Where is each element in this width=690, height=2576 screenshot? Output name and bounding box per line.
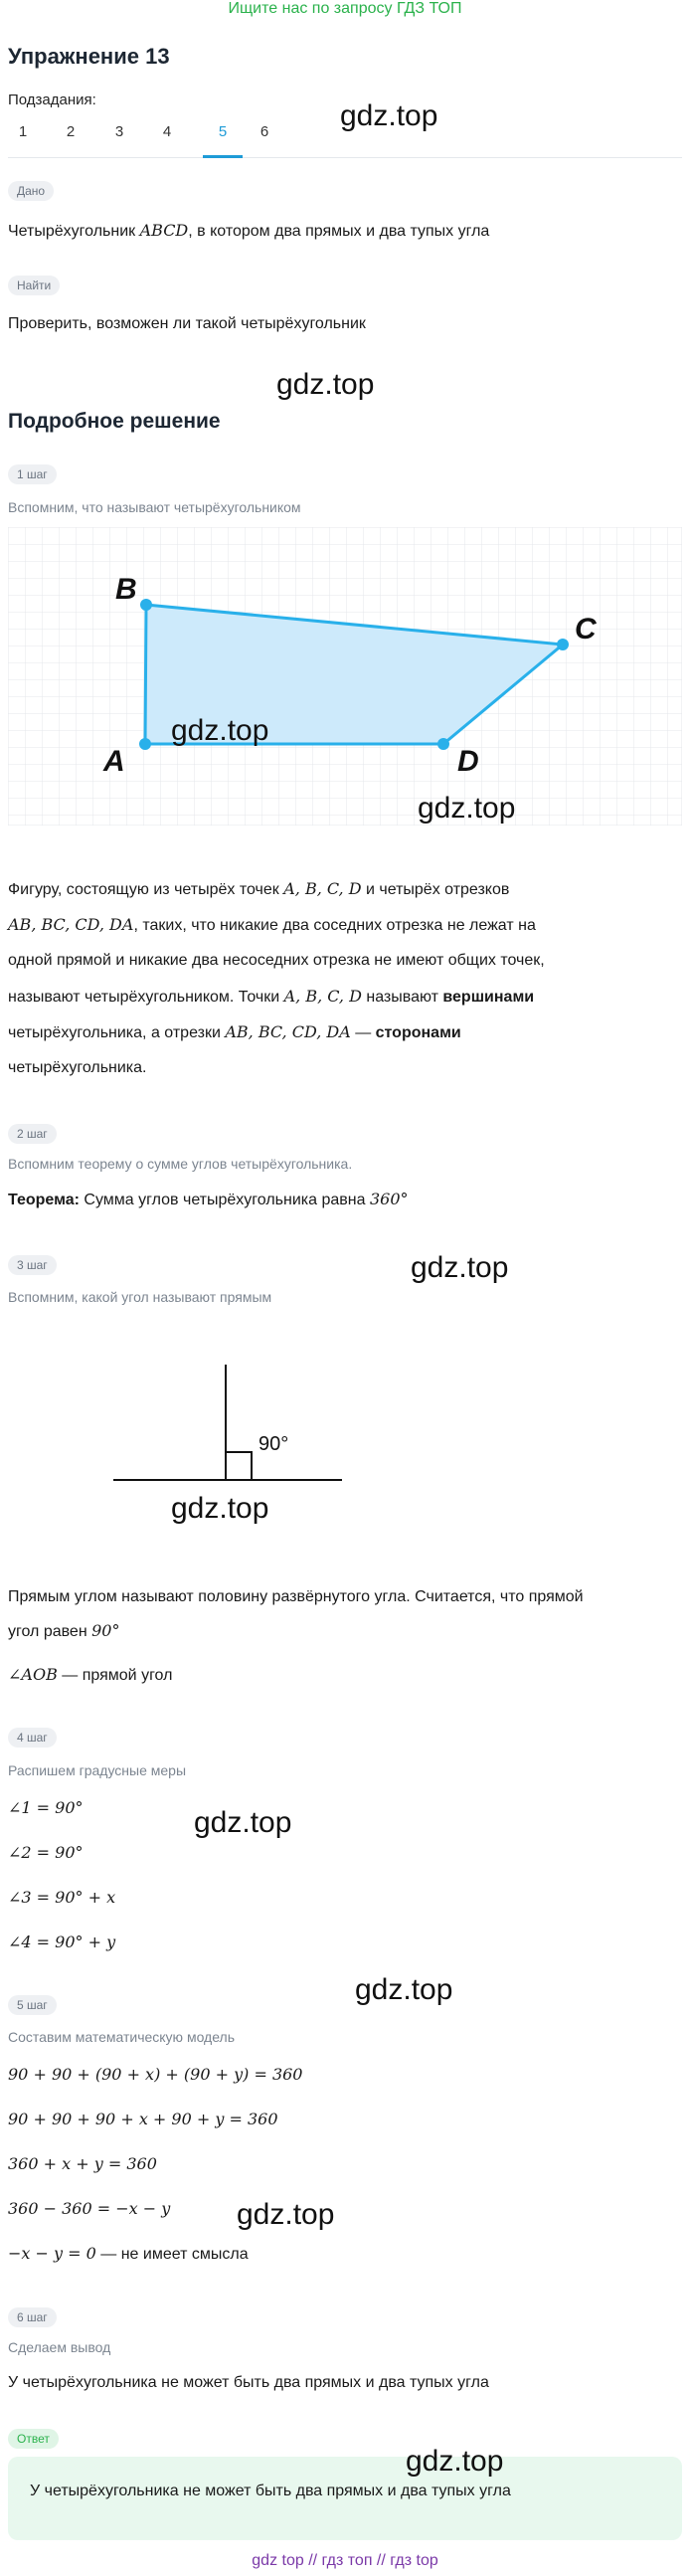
subtask-tab-2[interactable]: 2 xyxy=(66,123,76,140)
subtask-tab-5[interactable]: 5 xyxy=(218,123,228,140)
step-4-equation: ∠3 = 90° + x xyxy=(8,1888,116,1907)
step-1-hint: Вспомним, что называют четырёхугольником xyxy=(8,499,301,515)
step-1-paragraph: четырёхугольника. xyxy=(8,1059,147,1076)
solution-heading: Подробное решение xyxy=(8,410,221,433)
given-tag: Дано xyxy=(8,181,54,201)
answer-tag: Ответ xyxy=(8,2429,59,2449)
watermark: gdz.top xyxy=(194,1806,292,1839)
step-5-equation: 360 + x + y = 360 xyxy=(8,2154,157,2173)
step-1-paragraph: называют четырёхугольником. Точки A, B, C, D называют вершинами xyxy=(8,987,535,1006)
step-4-hint: Распишем градусные меры xyxy=(8,1762,187,1778)
step-2-tag: 2 шаг xyxy=(8,1124,57,1144)
subtask-tab-3[interactable]: 3 xyxy=(114,123,124,140)
step-1-tag: 1 шаг xyxy=(8,464,57,484)
step-5-equation: 90 + 90 + 90 + x + 90 + y = 360 xyxy=(8,2110,278,2128)
step-6-conclusion: У четырёхугольника не может быть два прямых и два тупых угла xyxy=(8,2374,489,2391)
step-5-equation: −x − y = 0 — не имеет смысла xyxy=(8,2244,249,2263)
subtask-tab-1[interactable]: 1 xyxy=(18,123,28,140)
step-1-paragraph: Фигуру, состоящую из четырёх точек A, B, C, D и четырёх отрезков xyxy=(8,879,510,898)
label-a: A xyxy=(103,745,125,778)
step-2-hint: Вспомним теорему о сумме углов четырёхугольника. xyxy=(8,1156,353,1172)
find-text: Проверить, возможен ли такой четырёхугольник xyxy=(8,315,366,332)
step-3-hint: Вспомним, какой угол называют прямым xyxy=(8,1289,272,1305)
watermark: gdz.top xyxy=(171,714,269,747)
subtask-tab-6[interactable]: 6 xyxy=(259,123,269,140)
step-4-equation: ∠4 = 90° + y xyxy=(8,1932,116,1951)
step-5-tag: 5 шаг xyxy=(8,1995,57,2015)
step-3-paragraph: ∠AOB — прямой угол xyxy=(8,1665,173,1684)
theorem-text: Теорема: Сумма углов четырёхугольника равна 360° xyxy=(8,1190,409,1208)
watermark: gdz.top xyxy=(276,368,375,401)
vertex-c xyxy=(557,639,569,650)
angle-label: 90° xyxy=(259,1433,289,1455)
watermark: gdz.top xyxy=(171,1492,269,1525)
label-c: C xyxy=(575,613,597,645)
top-banner: Ищите нас по запросу ГДЗ ТОП xyxy=(228,0,462,17)
given-text: Четырёхугольник ABCD, в котором два прямых и два тупых угла xyxy=(8,221,490,240)
find-tag: Найти xyxy=(8,276,60,295)
step-6-tag: 6 шаг xyxy=(8,2307,57,2327)
vertex-a xyxy=(139,738,151,750)
step-1-paragraph: четырёхугольника, а отрезки AB, BC, CD, DA — сторонами xyxy=(8,1022,461,1041)
subtasks-label: Подзадания: xyxy=(8,92,96,108)
right-angle-figure xyxy=(99,1353,358,1492)
step-4-equation: ∠2 = 90° xyxy=(8,1843,84,1862)
watermark: gdz.top xyxy=(418,792,516,825)
label-b: B xyxy=(115,573,137,606)
vertex-d xyxy=(437,738,449,750)
step-5-equation: 360 − 360 = −x − y xyxy=(8,2199,171,2218)
step-4-equation: ∠1 = 90° xyxy=(8,1798,84,1817)
watermark: gdz.top xyxy=(340,99,438,132)
watermark: gdz.top xyxy=(237,2198,335,2231)
watermark: gdz.top xyxy=(355,1973,453,2006)
step-3-tag: 3 шаг xyxy=(8,1255,57,1275)
active-tab-indicator xyxy=(203,155,243,158)
page-title: Упражнение 13 xyxy=(8,44,170,69)
step-3-paragraph: Прямым углом называют половину развёрнутого угла. Считается, что прямой xyxy=(8,1588,584,1605)
quadrilateral-figure xyxy=(8,527,682,826)
footer-links[interactable]: gdz top // гдз топ // гдз top xyxy=(252,2552,438,2569)
step-1-paragraph: AB, BC, CD, DA, таких, что никакие два соседних отрезка не лежат на xyxy=(8,915,536,934)
watermark: gdz.top xyxy=(406,2445,504,2478)
step-1-paragraph: одной прямой и никакие два несоседних отрезка не имеют общих точек, xyxy=(8,952,545,969)
step-4-tag: 4 шаг xyxy=(8,1728,57,1748)
step-5-equation: 90 + 90 + (90 + x) + (90 + y) = 360 xyxy=(8,2065,303,2084)
watermark: gdz.top xyxy=(411,1251,509,1284)
step-3-paragraph: угол равен 90° xyxy=(8,1621,120,1640)
subtask-tab-4[interactable]: 4 xyxy=(162,123,172,140)
label-d: D xyxy=(457,745,479,778)
answer-text: У четырёхугольника не может быть два прямых и два тупых угла xyxy=(30,2483,511,2499)
step-6-hint: Сделаем вывод xyxy=(8,2339,111,2355)
right-angle-marker xyxy=(226,1452,252,1480)
step-5-hint: Составим математическую модель xyxy=(8,2029,235,2045)
vertex-b xyxy=(140,599,152,611)
